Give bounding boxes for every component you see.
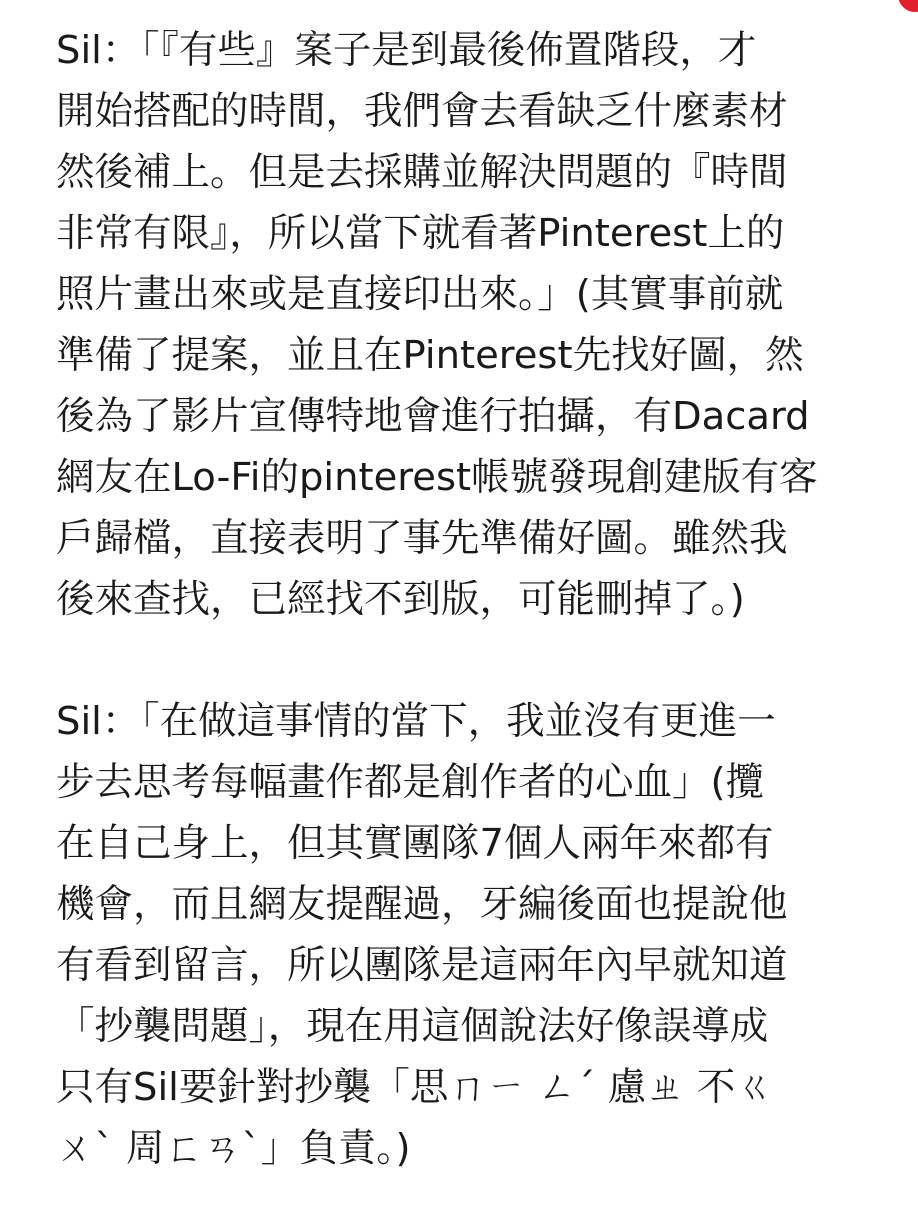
text-line: 只有Sil要針對抄襲「思ㄇㄧ ㄥˊ 慮ㄓ 不ㄍ xyxy=(56,1065,774,1110)
text-line: 非常有限』，所以當下就看著Pinterest上的 xyxy=(56,211,785,256)
text-line: 步去思考每幅畫作都是創作者的心血」(攬 xyxy=(56,760,765,805)
text-line: 後來查找，已經找不到版，可能刪掉了。) xyxy=(56,577,745,622)
text-line: 網友在Lo-Fi的pinterest帳號發現創建版有客 xyxy=(56,455,818,500)
text-line: 機會，而且網友提醒過，牙編後面也提說他 xyxy=(56,882,788,927)
paragraph-spacer xyxy=(56,630,886,691)
text-line: 準備了提案，並且在Pinterest先找好圖，然 xyxy=(56,333,804,378)
text-line: 在自己身上，但其實團隊7個人兩年來都有 xyxy=(56,821,774,866)
text-line: 照片畫出來或是直接印出來。」(其實事前就 xyxy=(56,272,784,317)
notification-dot xyxy=(898,0,918,12)
text-line: 後為了影片宣傳特地會進行拍攝，有Dacard xyxy=(56,394,810,439)
text-line: 有看到留言，所以團隊是這兩年內早就知道 xyxy=(56,943,788,988)
text-line: ㄨˋ 周ㄈㄢˋ」負責。) xyxy=(56,1126,411,1171)
text-line: 然後補上。但是去採購並解決問題的『時間 xyxy=(56,150,788,195)
post-body xyxy=(56,20,886,1179)
paragraph-1 xyxy=(56,20,886,630)
text-line: 開始搭配的時間，我們會去看缺乏什麼素材 xyxy=(56,89,788,134)
text-line: Sil：「『有些』案子是到最後佈置階段，才 xyxy=(56,28,757,73)
text-line: 戶歸檔，直接表明了事先準備好圖。雖然我 xyxy=(56,516,788,561)
text-line: Sil：「在做這事情的當下，我並沒有更進一 xyxy=(56,699,776,744)
text-line: 「抄襲問題」，現在用這個說法好像誤導成 xyxy=(56,1004,769,1049)
paragraph-2 xyxy=(56,691,886,1179)
